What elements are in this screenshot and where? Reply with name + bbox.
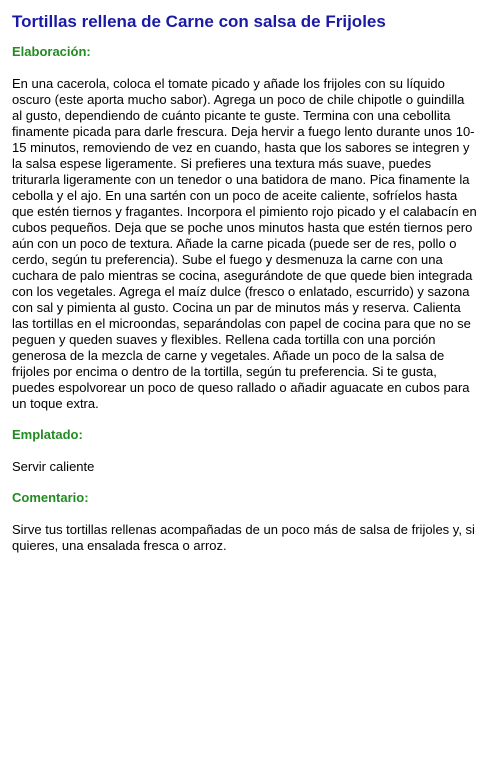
emplatado-text: Servir caliente — [12, 459, 95, 474]
comentario-heading: Comentario: — [12, 490, 89, 505]
elaboracion-text: En una cacerola, coloca el tomate picado y añade los frijoles con su líquido oscuro (este aporta mucho sabor). Agrega un poco de chile chipotle o guindilla al gusto, dependiendo de cuánto picante te guste. Termina con una cebollita finamente picada para darle frescura. Deja hervir a fuego lento durante unos 10-15 minutos, removiendo de vez en cuando, hasta que los sabores se integren y la salsa espese ligeramente. Si prefieres una textura más suave, puedes triturarla ligeramente con un tenedor o una batidora de mano. Pica finamente la cebolla y el ajo. En una sartén con un poco de aceite caliente, sofríelos hasta que estén tiernos y fragantes. Incorpora el pimiento rojo picado y el calabacín en cubos pequeños. Deja que se poche unos minutos hasta que estén tiernos pero aún con un poco de textura. Añade la carne picada (puede ser de res, pollo o cerdo, según tu preferencia). Sube el fuego y desmenuza la carne con una cuchara de palo mientras se cocina, asegurándote de que quede bien integrada con los vegetales. Agrega el maíz dulce (fresco o enlatado, escurrido) y sazona con sal y pimienta al gusto. Cocina un par de minutos más y reserva. Calienta las tortillas en el microondas, separándolas con papel de cocina para que no se peguen y queden suaves y flexibles. Rellena cada tortilla con una porción generosa de la mezcla de carne y vegetales. Añade un poco de la salsa de frijoles por encima o dentro de la tortilla, según tu preferencia. Si te gusta, puedes espolvorear un poco de queso rallado o añadir aguacate en cubos para un toque extra. — [12, 76, 477, 411]
recipe-title: Tortillas rellena de Carne con salsa de Frijoles — [12, 12, 386, 31]
emplatado-heading: Emplatado: — [12, 427, 83, 442]
comentario-text: Sirve tus tortillas rellenas acompañadas de un poco más de salsa de frijoles y, si quieres, una ensalada fresca o arroz. — [12, 522, 475, 553]
elaboracion-heading: Elaboración: — [12, 44, 91, 59]
